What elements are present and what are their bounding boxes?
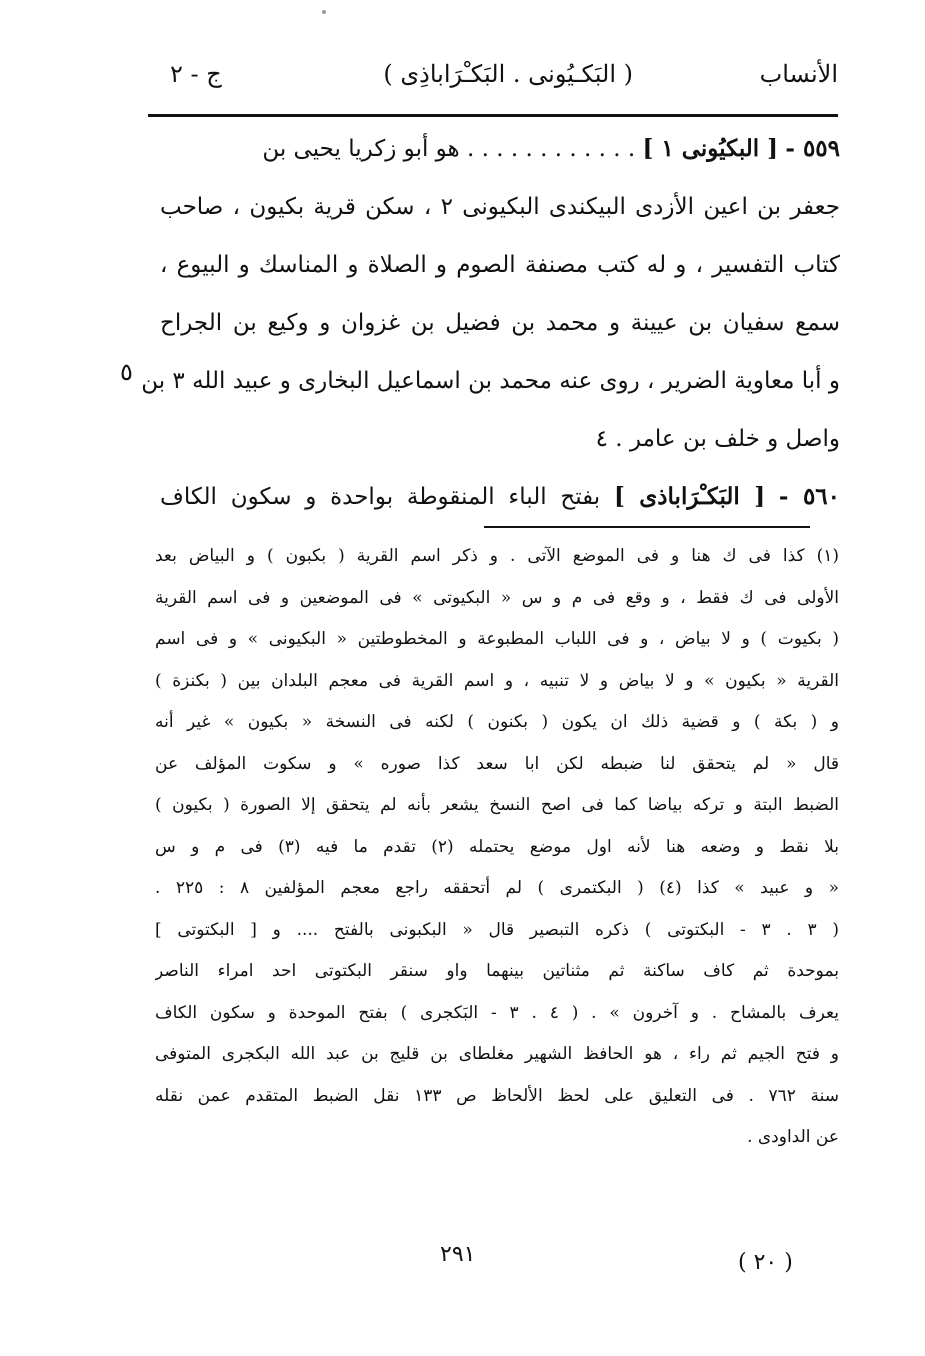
body-line: سمع سفيان بن عيينة و محمد بن فضيل بن غزوان و وكيع بن الجراح xyxy=(160,310,840,336)
footnote-line: سنة ٧٦٢ . فى التعليق على لحظ الألحاظ ص ١٣٣ نقل الضبط المتقدم عمن نقله xyxy=(155,1085,839,1106)
footnote-line: « و عبيد » كذا (٤) ( البكتمرى ) لم أتحققه راجع معجم المؤلفين ٨ : ٢٢٥ . xyxy=(155,878,839,898)
entry-lead-text: هو أبو زكريا يحيى بن xyxy=(262,136,460,162)
footnote-line: و ( بكة ) و قضية ذلك ان يكون ( بكنون ) لكنه فى النسخة « بكيون » غير أنه xyxy=(155,712,839,732)
body-line: جعفر بن اعين الأزدى البيكندى البكيونى ٢ ، سكن قرية بكيون ، صاحب xyxy=(160,194,840,220)
leader-dots: . . . . . . . . . . . . xyxy=(467,136,636,162)
footnotes xyxy=(155,536,839,1159)
signature-mark: ( ٢٠ ) xyxy=(738,1250,793,1275)
page-number: ٢٩١ xyxy=(440,1242,476,1267)
footnote-line: (١) كذا فى ك هنا و فى الموضع الآتى . و ذكر اسم القرية ( بكبون ) و البياض بعد xyxy=(155,546,839,566)
header-volume: ج - ٢ xyxy=(170,60,222,88)
footnote-line: ( ٣ . ٣ - البكتوتى ) ذكره التبصير قال « البكبونى بالفتح .... و [ البكتوتى ] xyxy=(155,919,839,940)
entry-number: ٥٥٩ - xyxy=(785,135,840,162)
footnote-line: و فتح الجيم ثم راء ، هو الحافظ الشهير مغلطاى بن قليج بن عبد الله البكجرى المتوفى xyxy=(155,1044,839,1064)
footnote-line: الأولى فى ك فقط ، و وقع فى م و س « البكيوتى » فى الموضعين و فى اسم القرية xyxy=(155,587,839,608)
page-speck xyxy=(322,10,326,14)
footnote-line: قال « لم يتحقق لنا ضبطه لكن ابا سعد كذا صوره » و سكوت المؤلف عن xyxy=(155,753,839,774)
entry-headword: [ البكيُونى ١ ] xyxy=(642,135,779,162)
footnote-line: ( بكيوت ) و لا بياض ، و فى اللباب المطبوعة و المخطوطتين « البكيونى » و فى اسم xyxy=(155,629,839,649)
header-entry-range: ( البَكـيُونى . البَكـْرَاباذِى ) xyxy=(383,60,633,88)
entry-559-line xyxy=(160,120,840,178)
footnote-separator xyxy=(484,526,810,528)
main-text xyxy=(141,120,840,526)
footnote-line: الضبط البتة و تركه بياضا كما فى اصح النسخ يشعر بأنه لم يتحقق إلا الصورة ( بكيون ) xyxy=(155,795,839,815)
entry-560-line xyxy=(160,468,840,526)
header-book-title: الأنساب xyxy=(759,60,838,88)
footnote-line: يعرف بالمشاح . و آخرون » . ( ٤ . ٣ - البَكجرى ) بفتح الموحدة و سكون الكاف xyxy=(155,1002,839,1023)
footnote-line: عن الداودى . xyxy=(747,1127,839,1147)
footnote-line: بلا نقط و وضعه هنا لأنه اول موضع يحتمله (٢) تقدم ما فيه (٣) فى م و س xyxy=(155,836,839,857)
footnote-line: بموحدة ثم كاف ساكنة ثم مثناتين بينهما واو سنقر البكتوتى احد امراء الناصر xyxy=(155,961,839,981)
footnote-line: القرية « بكيون » و لا بياض و لا تنبيه ، و اسم القرية فى معجم البلدان بين ( بكنزة ) xyxy=(155,670,839,691)
body-line: كتاب التفسير ، و له كتب مصنفة الصوم و الصلاة و المناسك و البيوع ، xyxy=(160,252,840,278)
body-line: و أبا معاوية الضرير ، روى عنه محمد بن اسماعيل البخارى و عبيد الله ٣ بن xyxy=(141,368,840,394)
entry-headword: [ البَكـْرَاباذى ] xyxy=(613,483,766,510)
entry-number: ٥٦٠ - xyxy=(778,483,840,510)
header-rule xyxy=(148,114,838,117)
margin-line-number: ٥ xyxy=(120,358,133,386)
body-line: واصل و خلف بن عامر . ٤ xyxy=(595,426,840,452)
running-header xyxy=(150,56,838,96)
entry-text: بفتح الباء المنقوطة بواحدة و سكون الكاف xyxy=(160,484,601,510)
